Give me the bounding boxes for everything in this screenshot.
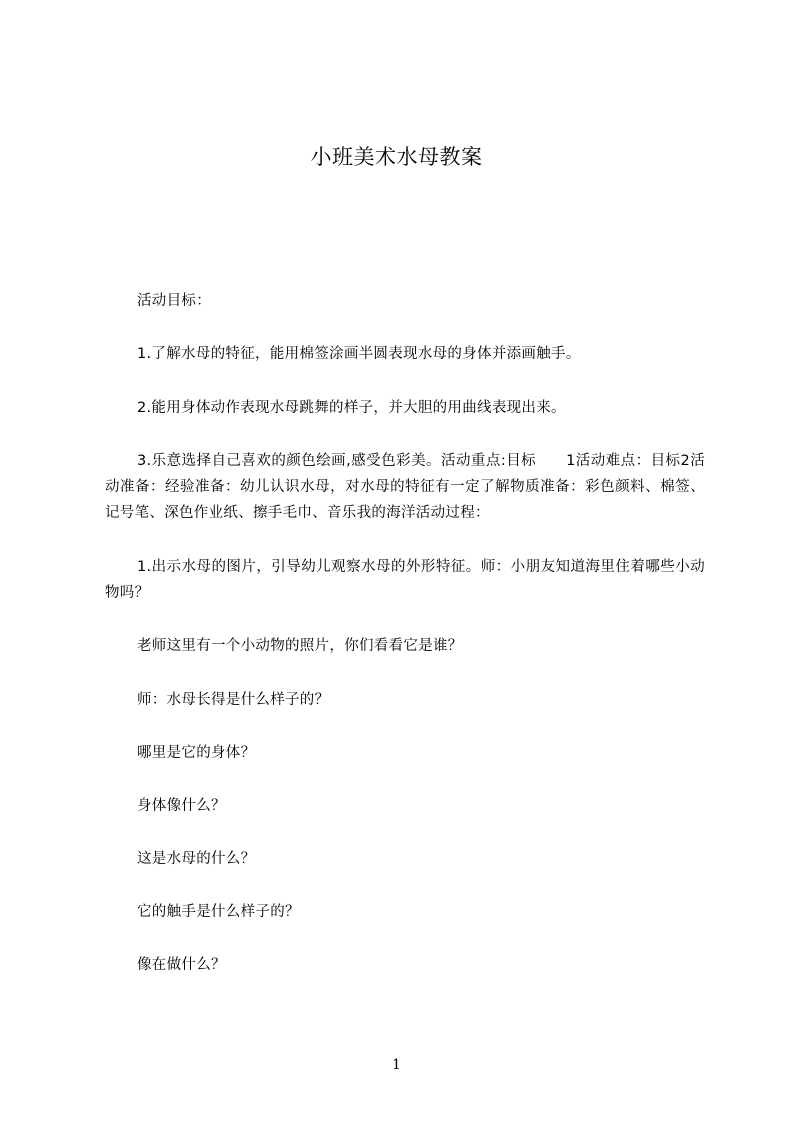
paragraph-goal-3-and-preparation: 3.乐意选择自己喜欢的颜色绘画,感受色彩美。活动重点:目标 1活动难点：目标2活动准备：经验准备：幼儿认识水母，对水母的特征有一定了解物质准备：彩色颜料、棉签、记号笔、深色作业纸、擦手毛巾、音乐我的海洋活动过程： xyxy=(105,453,705,521)
paragraph-activity-goals-heading: 活动目标： xyxy=(137,293,211,309)
paragraph-teacher-question-6: 它的触手是什么样子的？ xyxy=(137,904,300,920)
document-title: 小班美术水母教案 xyxy=(310,145,483,169)
paragraph-teacher-question-1: 老师这里有一个小动物的照片，你们看看它是谁？ xyxy=(137,638,463,654)
paragraph-teacher-question-2: 师：水母长得是什么样子的？ xyxy=(137,692,330,708)
page-number: 1 xyxy=(392,1057,401,1073)
paragraph-teacher-question-7: 像在做什么？ xyxy=(137,957,226,973)
paragraph-teacher-question-4: 身体像什么？ xyxy=(137,798,226,814)
paragraph-teacher-question-3: 哪里是它的身体？ xyxy=(137,745,256,761)
paragraph-goal-2: 2.能用身体动作表现水母跳舞的样子，并大胆的用曲线表现出来。 xyxy=(137,400,566,416)
paragraph-teacher-question-5: 这是水母的什么？ xyxy=(137,851,256,867)
paragraph-process-step-1: 1.出示水母的图片，引导幼儿观察水母的外形特征。师：小朋友知道海里住着哪些小动物吗？ xyxy=(105,559,705,601)
paragraph-goal-1: 1.了解水母的特征，能用棉签涂画半圆表现水母的身体并添画触手。 xyxy=(137,346,581,362)
